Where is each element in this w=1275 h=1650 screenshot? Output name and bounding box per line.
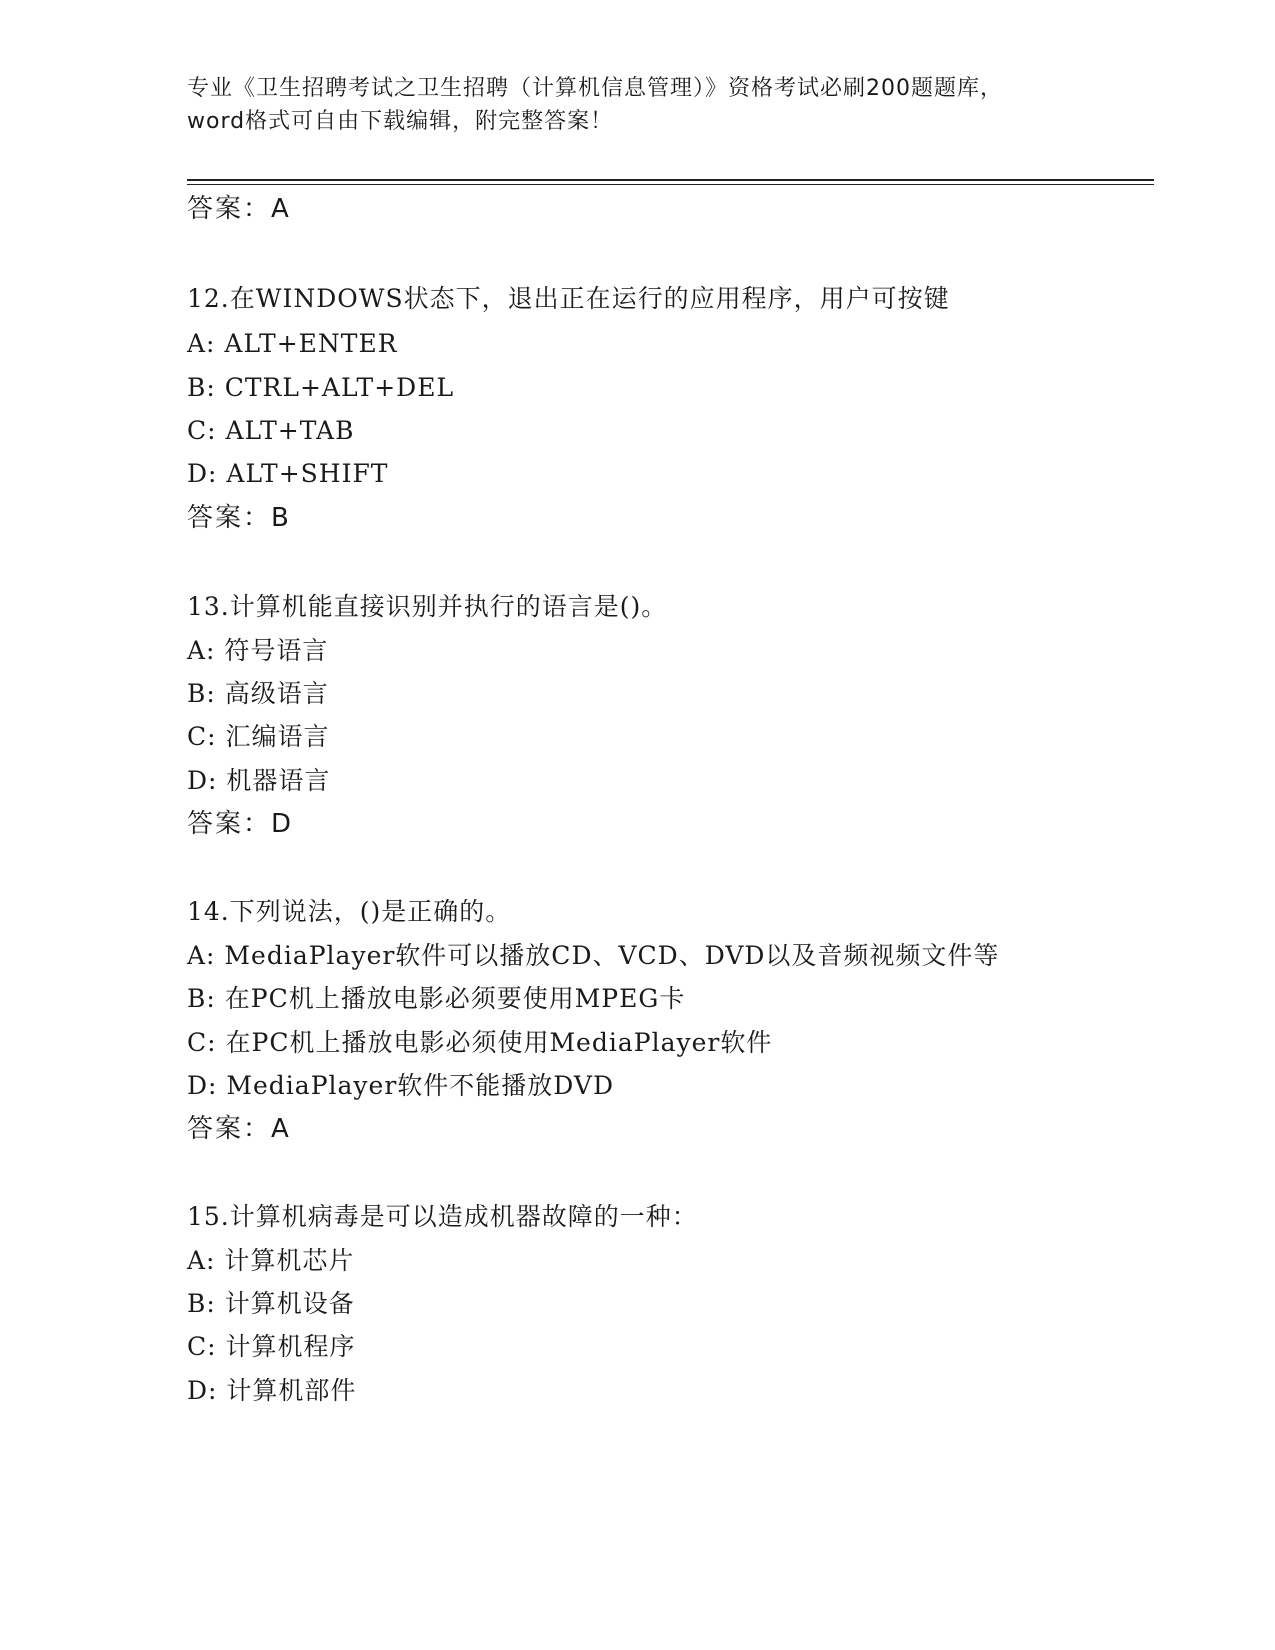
answer-previous: 答案：A bbox=[187, 194, 291, 224]
header-divider-thin bbox=[187, 184, 1154, 185]
question-12-option-d: D: ALT+SHIFT bbox=[187, 459, 389, 488]
question-13-option-b: B: 高级语言 bbox=[187, 679, 329, 708]
question-14-option-a: A: MediaPlayer软件可以播放CD、VCD、DVD以及音频视频文件等 bbox=[187, 941, 1000, 970]
question-15-option-a: A: 计算机芯片 bbox=[187, 1246, 355, 1275]
question-13-option-d: D: 机器语言 bbox=[187, 766, 331, 795]
question-12-option-b: B: CTRL+ALT+DEL bbox=[187, 373, 455, 402]
question-14-option-d: D: MediaPlayer软件不能播放DVD bbox=[187, 1071, 615, 1100]
question-15-option-d: D: 计算机部件 bbox=[187, 1376, 357, 1405]
question-13-option-c: C: 汇编语言 bbox=[187, 722, 330, 751]
question-13-option-a: A: 符号语言 bbox=[187, 636, 329, 665]
question-15-stem: 15.计算机病毒是可以造成机器故障的一种： bbox=[187, 1202, 698, 1231]
header-divider bbox=[187, 179, 1154, 181]
question-14-answer: 答案：A bbox=[187, 1114, 291, 1144]
question-12-option-c: C: ALT+TAB bbox=[187, 416, 355, 445]
document-header bbox=[187, 72, 1087, 138]
question-14-option-c: C: 在PC机上播放电影必须使用MediaPlayer软件 bbox=[187, 1028, 773, 1057]
header-line-1: 专业《卫生招聘考试之卫生招聘（计算机信息管理）》资格考试必刷200题题库， bbox=[187, 76, 1003, 101]
question-15-option-b: B: 计算机设备 bbox=[187, 1289, 355, 1318]
question-14-option-b: B: 在PC机上播放电影必须要使用MPEG卡 bbox=[187, 984, 686, 1013]
question-12-answer: 答案：B bbox=[187, 503, 291, 533]
question-12-option-a: A: ALT+ENTER bbox=[187, 329, 398, 358]
question-15-option-c: C: 计算机程序 bbox=[187, 1332, 356, 1361]
question-13-stem: 13.计算机能直接识别并执行的语言是()。 bbox=[187, 592, 668, 621]
question-14-stem: 14.下列说法，()是正确的。 bbox=[187, 897, 512, 926]
header-line-2: word格式可自由下载编辑，附完整答案！ bbox=[187, 109, 614, 134]
question-13-answer: 答案：D bbox=[187, 809, 294, 839]
question-12-stem: 12.在WINDOWS状态下，退出正在运行的应用程序，用户可按键 bbox=[187, 284, 950, 313]
